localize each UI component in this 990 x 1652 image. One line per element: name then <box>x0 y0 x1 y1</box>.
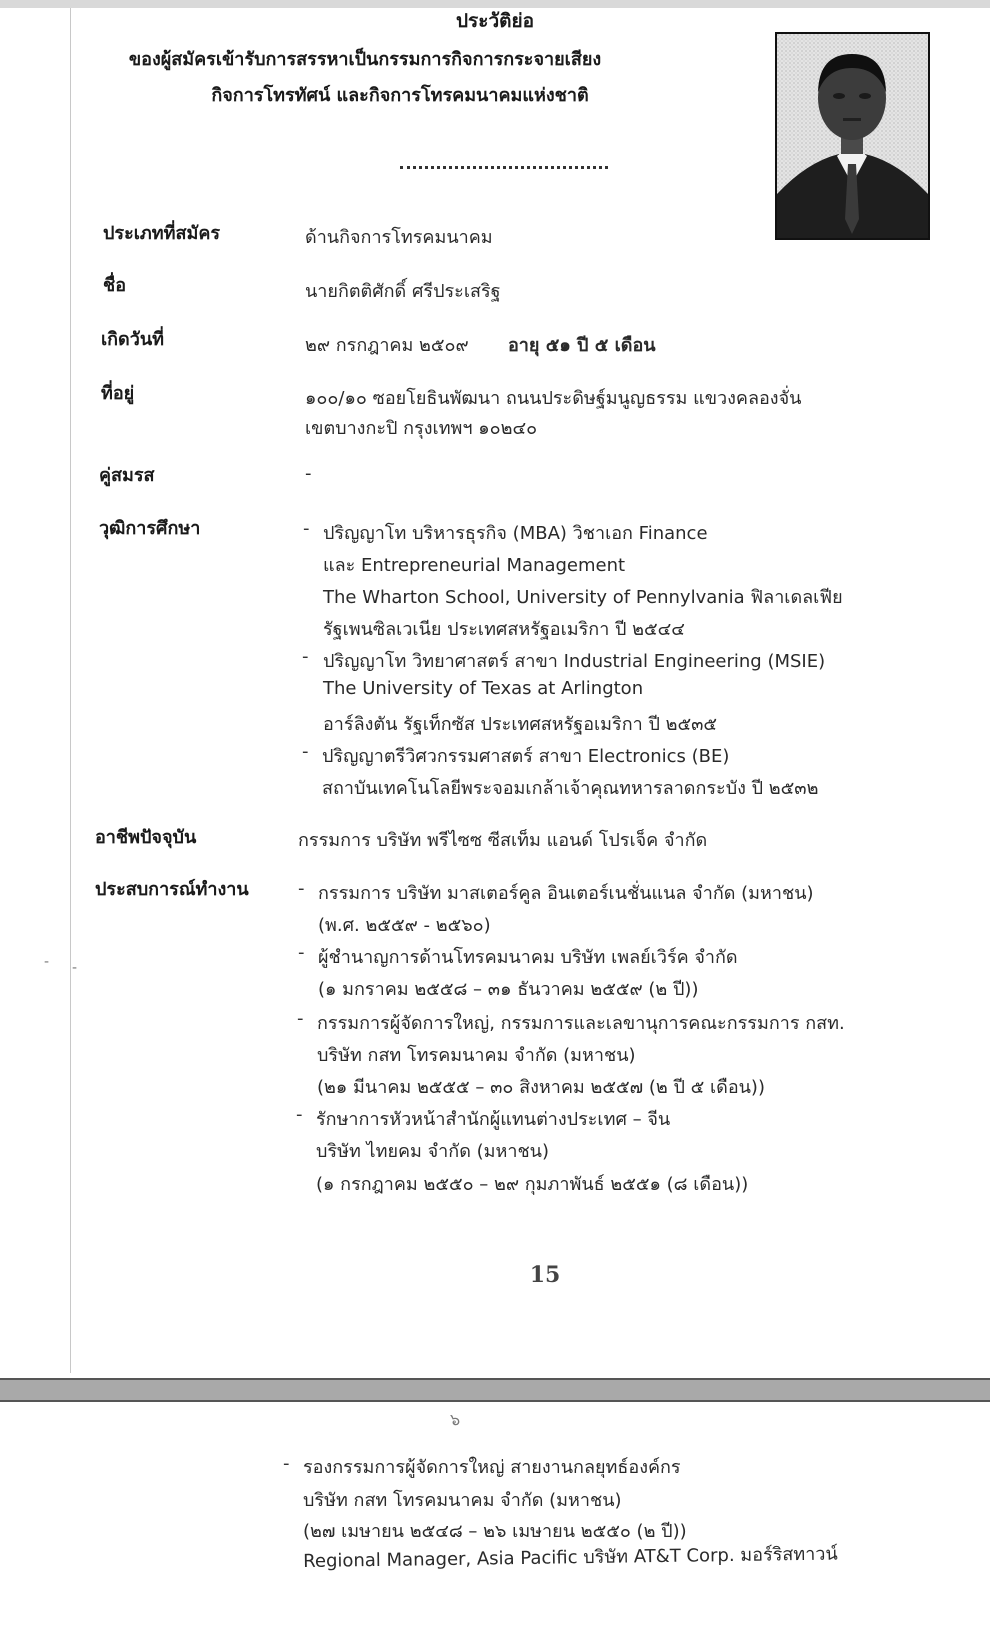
label-address: ที่อยู่ <box>101 383 135 404</box>
page-divider <box>0 1378 990 1402</box>
value-occupation: กรรมการ บริษัท พรีไซซ ซีสเท็ม แอนด์ โปรเจ็ค จำกัด <box>298 830 708 851</box>
document-title: ประวัติย่อ <box>455 10 535 32</box>
experience-bullet: - <box>297 1008 304 1029</box>
education-line: ปริญญาตรีวิศวกรรมศาสตร์ สาขา Electronics (BE) <box>322 746 730 767</box>
experience-line: (๒๗ เมษายน ๒๕๔๘ – ๒๖ เมษายน ๒๕๕๐ (๒ ปี)) <box>303 1521 687 1542</box>
page-margin-line <box>70 8 71 1373</box>
education-line: ปริญญาโท วิทยาศาสตร์ สาขา Industrial Engineering (MSIE) <box>323 651 826 672</box>
experience-line: กรรมการผู้จัดการใหญ่, กรรมการและเลขานุการคณะกรรมการ กสท. <box>317 1013 845 1034</box>
experience-bullet: - <box>298 878 305 899</box>
page2-mark: ๖ <box>450 1410 461 1429</box>
portrait-image <box>777 34 928 238</box>
experience-line: บริษัท ไทยคม จำกัด (มหาชน) <box>316 1141 550 1162</box>
label-application-type: ประเภทที่สมัคร <box>103 223 221 244</box>
education-bullet: - <box>303 518 310 539</box>
label-spouse: คู่สมรส <box>99 465 155 486</box>
experience-line: ผู้ชำนาญการด้านโทรคมนาคม บริษัท เพลย์เวิร์ค จำกัด <box>318 947 738 968</box>
scan-mark: - <box>44 954 50 970</box>
education-line: และ Entrepreneurial Management <box>323 555 626 576</box>
experience-line: รองกรรมการผู้จัดการใหญ่ สายงานกลยุทธ์องค์กร <box>303 1457 681 1478</box>
document-subtitle-line1: ของผู้สมัครเข้ารับการสรรหาเป็นกรรมการกิจการกระจายเสียง <box>128 49 602 70</box>
value-age: อายุ ๕๑ ปี ๕ เดือน <box>508 335 656 356</box>
label-experience: ประสบการณ์ทำงาน <box>95 879 249 900</box>
experience-line: (๑ กรกฎาคม ๒๕๕๐ – ๒๙ กุมภาพันธ์ ๒๕๕๑ (๘ เดือน)) <box>316 1174 749 1195</box>
label-occupation: อาชีพปัจจุบัน <box>95 827 197 848</box>
experience-line: Regional Manager, Asia Pacific บริษัท AT&T Corp. มอร์ริสทาวน์ <box>303 1543 838 1572</box>
document-subtitle-line2: กิจการโทรทัศน์ และกิจการโทรคมนาคมแห่งชาติ <box>211 85 589 106</box>
education-line: ปริญญาโท บริหารธุรกิจ (MBA) วิชาเอก Finance <box>323 523 708 544</box>
education-bullet: - <box>302 646 309 667</box>
experience-bullet: - <box>296 1104 303 1125</box>
experience-line: บริษัท กสท โทรคมนาคม จำกัด (มหาชน) <box>303 1490 622 1511</box>
education-line: อาร์ลิงตัน รัฐเท็กซัส ประเทศสหรัฐอเมริกา ปี ๒๕๓๕ <box>323 714 718 735</box>
education-line: รัฐเพนซิลเวเนีย ประเทศสหรัฐอเมริกา ปี ๒๕๔๔ <box>323 619 685 640</box>
experience-bullet: - <box>283 1453 290 1474</box>
education-line: The University of Texas at Arlington <box>323 678 644 699</box>
experience-bullet: - <box>298 942 305 963</box>
label-birth-date: เกิดวันที่ <box>101 329 165 350</box>
experience-line: บริษัท กสท โทรคมนาคม จำกัด (มหาชน) <box>317 1045 636 1066</box>
experience-line: (พ.ศ. ๒๕๕๙ - ๒๕๖๐) <box>318 915 491 936</box>
education-bullet: - <box>302 741 309 762</box>
label-name: ชื่อ <box>103 275 127 296</box>
page-number: 15 <box>529 1262 561 1288</box>
label-education: วุฒิการศึกษา <box>99 518 201 539</box>
scan-mark: - <box>72 960 78 976</box>
education-line: สถาบันเทคโนโลยีพระจอมเกล้าเจ้าคุณทหารลาดกระบัง ปี ๒๕๓๒ <box>322 778 819 799</box>
value-name: นายกิตติศักดิ์ ศรีประเสริฐ <box>305 281 501 302</box>
experience-line: รักษาการหัวหน้าสำนักผู้แทนต่างประเทศ – จีน <box>316 1109 671 1130</box>
experience-line: กรรมการ บริษัท มาสเตอร์คูล อินเตอร์เนชั่นแนล จำกัด (มหาชน) <box>318 883 814 904</box>
experience-line: (๒๑ มีนาคม ๒๕๕๕ – ๓๐ สิงหาคม ๒๕๕๗ (๒ ปี ๕ เดือน)) <box>317 1077 765 1098</box>
applicant-photo <box>775 32 930 240</box>
value-birth-date: ๒๙ กรกฎาคม ๒๕๐๙ <box>305 335 469 356</box>
value-spouse: - <box>305 463 312 484</box>
value-address-line1: ๑๐๐/๑๐ ซอยโยธินพัฒนา ถนนประดิษฐ์มนูญธรรม แขวงคลองจั่น <box>305 388 802 409</box>
value-address-line2: เขตบางกะปิ กรุงเทพฯ ๑๐๒๔๐ <box>305 418 538 439</box>
experience-line: (๑ มกราคม ๒๕๕๘ – ๓๑ ธันวาคม ๒๕๕๙ (๒ ปี)) <box>318 979 699 1000</box>
education-line: The Wharton School, University of Pennylvania ฟิลาเดลเฟีย <box>323 587 843 608</box>
dotted-separator <box>400 160 608 169</box>
value-application-type: ด้านกิจการโทรคมนาคม <box>305 227 493 248</box>
